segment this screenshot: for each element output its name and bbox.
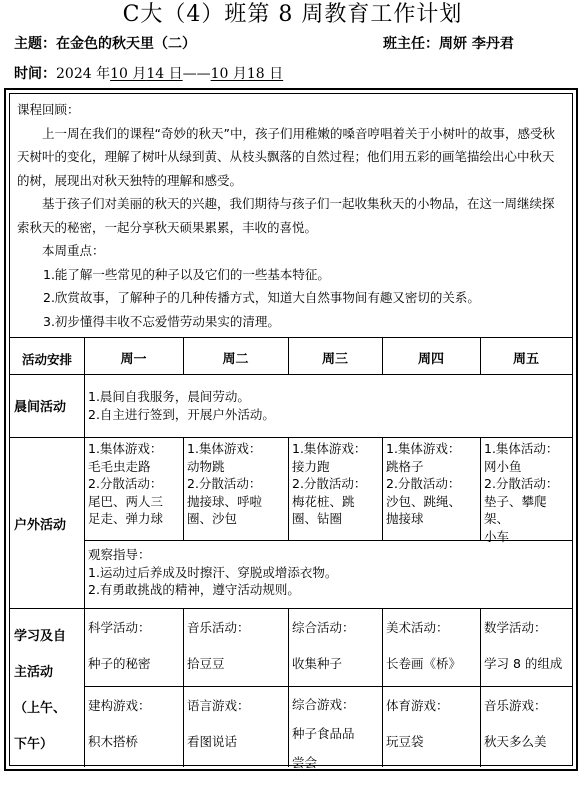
- outdoor-line: 抛接球、呼啦: [187, 493, 263, 509]
- outdoor-line: 抛接球: [386, 511, 424, 526]
- activity-type: 美术活动：: [386, 620, 449, 635]
- activity-name: 尝会: [292, 755, 318, 770]
- outdoor-line: 沙包、跳绳、: [386, 493, 462, 509]
- focus-item: 2.欣赏故事，了解种子的几种传播方式，知道大自然事物间有趣又密切的关系。: [43, 290, 480, 305]
- time-end-month: 10 月: [210, 66, 247, 82]
- theme-label: 主题：: [14, 36, 56, 52]
- activity-name: 学习 8 的组成: [484, 656, 563, 671]
- activity-type: 音乐游戏：: [484, 698, 547, 713]
- outdoor-line: 圈、钻圈: [292, 511, 343, 526]
- header-tuesday: 周二: [222, 352, 249, 367]
- study-label-line: （上午、: [14, 701, 67, 716]
- study-tuesday-pm: [183, 686, 288, 763]
- guide-line: 2.有勇敢挑战的精神，遵守活动规则。: [88, 582, 300, 597]
- outdoor-line: 1.集体游戏：: [386, 441, 461, 456]
- outdoor-line: 尾巴、两人三: [88, 493, 164, 509]
- time-dash: ——: [182, 66, 211, 82]
- study-friday-am: [480, 608, 572, 685]
- outdoor-line: 1.集体活动：: [484, 441, 559, 456]
- study-wednesday-pm: [288, 686, 382, 780]
- activity-type: 体育游戏：: [386, 698, 449, 713]
- plan-table-frame: [4, 88, 578, 771]
- morning-line: 1.晨间自我服务，晨间劳动。: [88, 389, 250, 404]
- activity-name: 种子的秘密: [88, 656, 151, 671]
- activity-name: 种子食品品: [292, 726, 355, 741]
- outdoor-line: 接力跑: [292, 458, 330, 474]
- focus-item: 1.能了解一些常见的种子以及它们的一些基本特征。: [43, 266, 330, 282]
- activity-name: 长卷画《桥》: [386, 656, 462, 671]
- activity-name: 收集种子: [292, 656, 343, 671]
- time-start-day: 14 日: [146, 66, 183, 82]
- outdoor-line: 动物跳: [187, 458, 225, 474]
- outdoor-tuesday: [183, 437, 288, 531]
- outdoor-line: 小车: [484, 528, 510, 544]
- plan-table: [9, 93, 573, 770]
- study-wednesday-am: [288, 608, 382, 685]
- outdoor-line: 1.集体游戏：: [88, 441, 163, 456]
- outdoor-line: 2.分散活动：: [386, 476, 461, 491]
- review-label: 课程回顾：: [17, 102, 80, 117]
- outdoor-label: 户外活动: [14, 518, 67, 533]
- time-start-month: 10 月: [110, 66, 147, 82]
- header-thursday: 周四: [417, 352, 444, 367]
- outdoor-line: 网小鱼: [484, 458, 522, 474]
- guide-line: 1.运动过后养成及时擦汗、穿脱或增添衣物。: [88, 564, 338, 580]
- teacher-value: 周妍 李丹君: [439, 36, 514, 52]
- outdoor-thursday: [382, 437, 480, 531]
- outdoor-line: 垫子、攀爬架、: [484, 493, 547, 526]
- study-thursday-am: [382, 608, 480, 685]
- study-monday-pm: [84, 686, 183, 763]
- outdoor-line: 梅花桩、跳: [292, 493, 355, 509]
- morning-line: 2.自主进行签到，开展户外活动。: [88, 406, 275, 422]
- morning-label: 晨间活动: [14, 400, 67, 415]
- study-friday-pm: [480, 686, 572, 763]
- activity-type: 语言游戏：: [187, 698, 250, 713]
- morning-content: [84, 385, 572, 426]
- study-label: [10, 616, 84, 766]
- outdoor-line: 2.分散活动：: [88, 476, 163, 491]
- outdoor-line: 足走、弹力球: [88, 511, 164, 526]
- activity-name: 玩豆袋: [386, 734, 424, 749]
- theme-line: [14, 33, 196, 53]
- outdoor-line: 跳格子: [386, 458, 424, 474]
- page-title: C大（4）班第 8 周教育工作计划: [122, 2, 463, 27]
- activity-name: 拾豆豆: [187, 656, 225, 671]
- study-thursday-pm: [382, 686, 480, 763]
- time-end-day: 18 日: [246, 66, 284, 82]
- focus-item: 3.初步懂得丰收不忘爱惜劳动果实的清理。: [43, 313, 280, 329]
- header-monday: 周一: [120, 352, 147, 367]
- review-paragraph-2: 基于孩子们对美丽的秋天的兴趣，我们期待与孩子们一起收集秋天的小物品，在这一周继续探索秋天的秘密，一起分享秋天硕果累累，丰收的喜悦。: [17, 196, 555, 235]
- time-label: 时间：: [14, 66, 56, 82]
- guide-label: 观察指导：: [88, 547, 151, 562]
- teacher-label: 班主任：: [383, 36, 439, 52]
- study-label-line: 下午）: [14, 737, 54, 752]
- header-schedule: 活动安排: [21, 352, 72, 367]
- outdoor-line: 2.分散活动：: [292, 476, 367, 491]
- study-label-line: 主活动: [14, 665, 54, 680]
- activity-name: 看图说话: [187, 734, 238, 749]
- time-year: 2024 年: [56, 66, 111, 82]
- row-divider: [10, 374, 572, 375]
- activity-type: 科学活动：: [88, 620, 151, 635]
- activity-name: 积木搭桥: [88, 734, 139, 749]
- study-tuesday-am: [183, 608, 288, 685]
- outdoor-line: 2.分散活动：: [484, 476, 559, 491]
- outdoor-line: 圈、沙包: [187, 511, 238, 526]
- outdoor-line: 1.集体游戏：: [292, 441, 367, 456]
- study-monday-am: [84, 608, 183, 685]
- teacher-line: [383, 33, 514, 53]
- activity-type: 数学活动：: [484, 620, 547, 635]
- outdoor-friday: [480, 437, 572, 548]
- outdoor-line: 2.分散活动：: [187, 476, 262, 491]
- review-paragraph-1: 上一周在我们的课程“奇妙的秋天”中，孩子们用稚嫩的嗓音哼唱着关于小树叶的故事，感受秋天树叶的变化，理解了树叶从绿到黄、从枝头飘落的自然过程；他们用五彩的画笔描绘出心中秋天的树，展现出对秋天独特的理解和感受。: [17, 125, 555, 188]
- outdoor-monday: [84, 437, 183, 531]
- outdoor-line: 毛毛虫走路: [88, 458, 151, 474]
- activity-type: 综合游戏：: [292, 697, 355, 712]
- time-line: [14, 63, 283, 83]
- focus-label: 本周重点：: [42, 243, 105, 258]
- activity-type: 建构游戏：: [88, 698, 151, 713]
- header-friday: 周五: [512, 352, 539, 367]
- observation-guide: [84, 543, 572, 602]
- outdoor-line: 1.集体游戏：: [187, 441, 262, 456]
- theme-value: 在金色的秋天里（二）: [56, 36, 196, 52]
- activity-type: 综合活动：: [292, 620, 355, 635]
- course-review: [10, 94, 572, 338]
- study-label-line: 学习及自: [14, 629, 67, 644]
- header-wednesday: 周三: [321, 352, 348, 367]
- activity-name: 秋天多么美: [484, 734, 547, 749]
- activity-type: 音乐活动：: [187, 620, 250, 635]
- outdoor-wednesday: [288, 437, 382, 531]
